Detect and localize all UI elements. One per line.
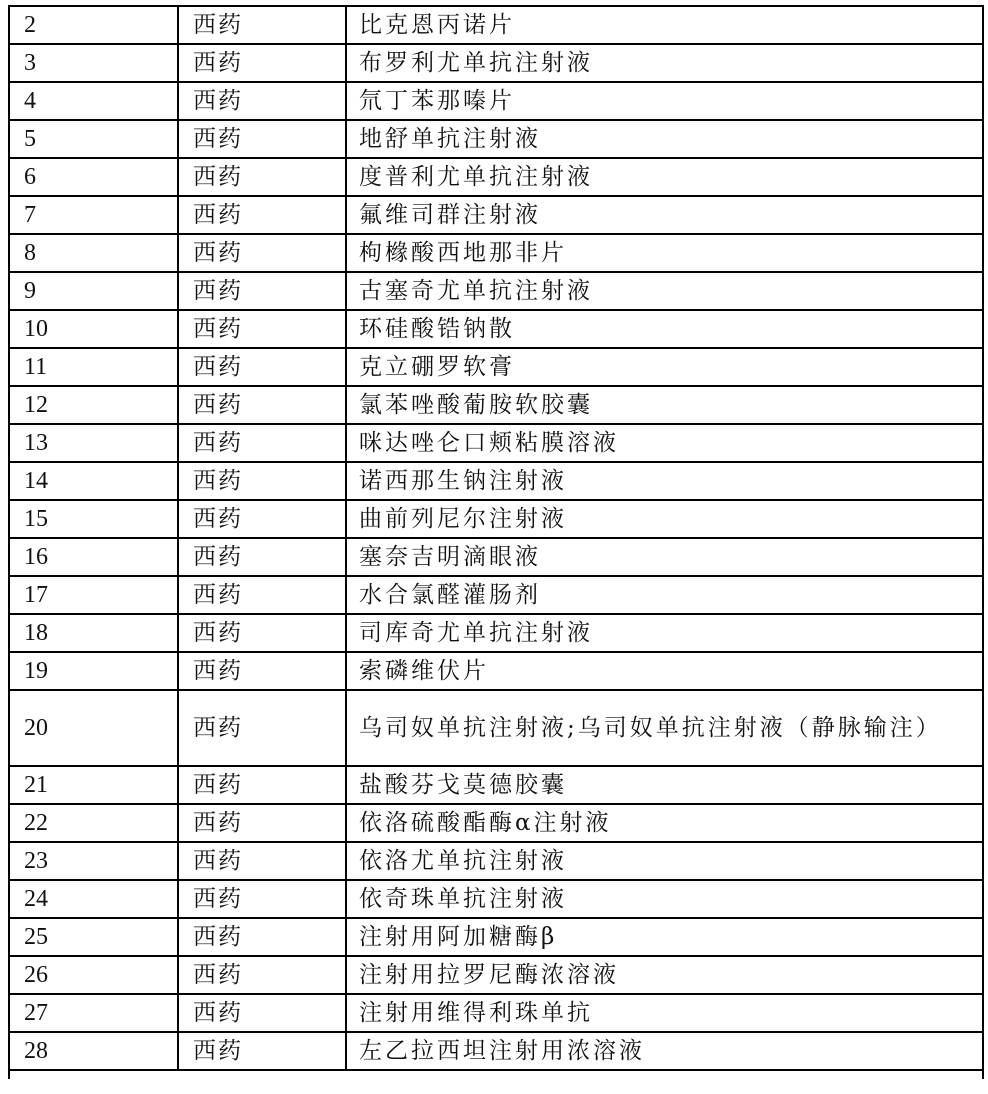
- row-number-cell: 27: [9, 994, 178, 1032]
- row-number-cell: 21: [9, 766, 178, 804]
- table-row: [9, 880, 983, 918]
- table-row: [9, 1032, 983, 1070]
- drug-type-cell: 西药: [178, 310, 346, 348]
- table-row: [9, 310, 983, 348]
- table-row-partial: [9, 1070, 983, 1079]
- drug-type-cell: 西药: [178, 918, 346, 956]
- drug-name-cell: 左乙拉西坦注射用浓溶液: [346, 1032, 983, 1070]
- table-row: [9, 82, 983, 120]
- drug-type-cell: 西药: [178, 234, 346, 272]
- drug-type-cell: 西药: [178, 196, 346, 234]
- table-row: [9, 766, 983, 804]
- drug-type-cell: 西药: [178, 386, 346, 424]
- drug-type-cell: 西药: [178, 424, 346, 462]
- drug-list-table: [8, 5, 984, 1079]
- drug-type-cell: 西药: [178, 272, 346, 310]
- row-number-cell: 17: [9, 576, 178, 614]
- drug-name-cell: 水合氯醛灌肠剂: [346, 576, 983, 614]
- table-row: [9, 614, 983, 652]
- drug-name-cell: 布罗利尤单抗注射液: [346, 44, 983, 82]
- row-number-cell: 13: [9, 424, 178, 462]
- row-number-cell: 24: [9, 880, 178, 918]
- row-number-cell: 16: [9, 538, 178, 576]
- drug-type-cell: 西药: [178, 652, 346, 690]
- row-number-cell: 20: [9, 690, 178, 766]
- drug-type-cell: 西药: [178, 804, 346, 842]
- drug-name-cell: 依洛尤单抗注射液: [346, 842, 983, 880]
- row-number-cell: 6: [9, 158, 178, 196]
- table-row: [9, 348, 983, 386]
- table-row: [9, 994, 983, 1032]
- drug-type-cell: 西药: [178, 1032, 346, 1070]
- drug-name-cell: 氯苯唑酸葡胺软胶囊: [346, 386, 983, 424]
- row-number-cell: 22: [9, 804, 178, 842]
- drug-type-cell: 西药: [178, 880, 346, 918]
- table-row: [9, 158, 983, 196]
- table-row: [9, 842, 983, 880]
- table-row: [9, 462, 983, 500]
- drug-type-cell: 西药: [178, 44, 346, 82]
- drug-name-cell: 依奇珠单抗注射液: [346, 880, 983, 918]
- row-number-cell: 26: [9, 956, 178, 994]
- drug-name-cell: 诺西那生钠注射液: [346, 462, 983, 500]
- table-row: [9, 44, 983, 82]
- table-row: [9, 196, 983, 234]
- row-number-cell: 23: [9, 842, 178, 880]
- table-row: [9, 234, 983, 272]
- row-number-cell: 25: [9, 918, 178, 956]
- table-row: [9, 424, 983, 462]
- table-row: [9, 120, 983, 158]
- drug-type-cell: 西药: [178, 538, 346, 576]
- drug-name-cell: 氟维司群注射液: [346, 196, 983, 234]
- drug-name-cell: 比克恩丙诺片: [346, 6, 983, 44]
- row-number-cell: 5: [9, 120, 178, 158]
- table-row: [9, 690, 983, 766]
- drug-name-cell: 司库奇尤单抗注射液: [346, 614, 983, 652]
- table-row: [9, 576, 983, 614]
- drug-type-cell: 西药: [178, 956, 346, 994]
- drug-type-cell: 西药: [178, 6, 346, 44]
- drug-name-cell: 依洛硫酸酯酶α注射液: [346, 804, 983, 842]
- table-row: [9, 386, 983, 424]
- table-row: [9, 272, 983, 310]
- row-number-cell: 28: [9, 1032, 178, 1070]
- row-number-cell: 14: [9, 462, 178, 500]
- drug-type-cell: 西药: [178, 82, 346, 120]
- table-row: [9, 652, 983, 690]
- drug-name-cell: 环硅酸锆钠散: [346, 310, 983, 348]
- drug-type-cell: 西药: [178, 690, 346, 766]
- drug-type-cell: 西药: [178, 614, 346, 652]
- drug-name-cell: 注射用维得利珠单抗: [346, 994, 983, 1032]
- table-body: [9, 6, 983, 1079]
- row-number-cell: 12: [9, 386, 178, 424]
- drug-name-cell: 乌司奴单抗注射液;乌司奴单抗注射液（静脉输注）: [346, 690, 983, 766]
- drug-type-cell: 西药: [178, 120, 346, 158]
- drug-list-table-container: [8, 5, 982, 1079]
- table-row: [9, 918, 983, 956]
- table-row: [9, 6, 983, 44]
- table-row: [9, 500, 983, 538]
- drug-name-cell: 盐酸芬戈莫德胶囊: [346, 766, 983, 804]
- drug-name-cell: 曲前列尼尔注射液: [346, 500, 983, 538]
- row-number-cell: 9: [9, 272, 178, 310]
- drug-type-cell: 西药: [178, 576, 346, 614]
- drug-name-cell: 古塞奇尤单抗注射液: [346, 272, 983, 310]
- table-row: [9, 804, 983, 842]
- row-number-cell: 2: [9, 6, 178, 44]
- table-row: [9, 956, 983, 994]
- drug-type-cell: 西药: [178, 766, 346, 804]
- partial-cell: [9, 1070, 983, 1079]
- row-number-cell: 3: [9, 44, 178, 82]
- row-number-cell: 19: [9, 652, 178, 690]
- table-row: [9, 538, 983, 576]
- drug-name-cell: 注射用阿加糖酶β: [346, 918, 983, 956]
- drug-name-cell: 氘丁苯那嗪片: [346, 82, 983, 120]
- drug-name-cell: 注射用拉罗尼酶浓溶液: [346, 956, 983, 994]
- row-number-cell: 4: [9, 82, 178, 120]
- drug-type-cell: 西药: [178, 158, 346, 196]
- drug-type-cell: 西药: [178, 500, 346, 538]
- drug-type-cell: 西药: [178, 994, 346, 1032]
- row-number-cell: 15: [9, 500, 178, 538]
- drug-name-cell: 塞奈吉明滴眼液: [346, 538, 983, 576]
- drug-name-cell: 地舒单抗注射液: [346, 120, 983, 158]
- drug-name-cell: 枸橼酸西地那非片: [346, 234, 983, 272]
- drug-type-cell: 西药: [178, 842, 346, 880]
- drug-name-cell: 咪达唑仑口颊粘膜溶液: [346, 424, 983, 462]
- drug-name-cell: 克立硼罗软膏: [346, 348, 983, 386]
- drug-name-cell: 度普利尤单抗注射液: [346, 158, 983, 196]
- drug-name-cell: 索磷维伏片: [346, 652, 983, 690]
- row-number-cell: 18: [9, 614, 178, 652]
- row-number-cell: 8: [9, 234, 178, 272]
- row-number-cell: 11: [9, 348, 178, 386]
- row-number-cell: 7: [9, 196, 178, 234]
- drug-type-cell: 西药: [178, 462, 346, 500]
- row-number-cell: 10: [9, 310, 178, 348]
- drug-type-cell: 西药: [178, 348, 346, 386]
